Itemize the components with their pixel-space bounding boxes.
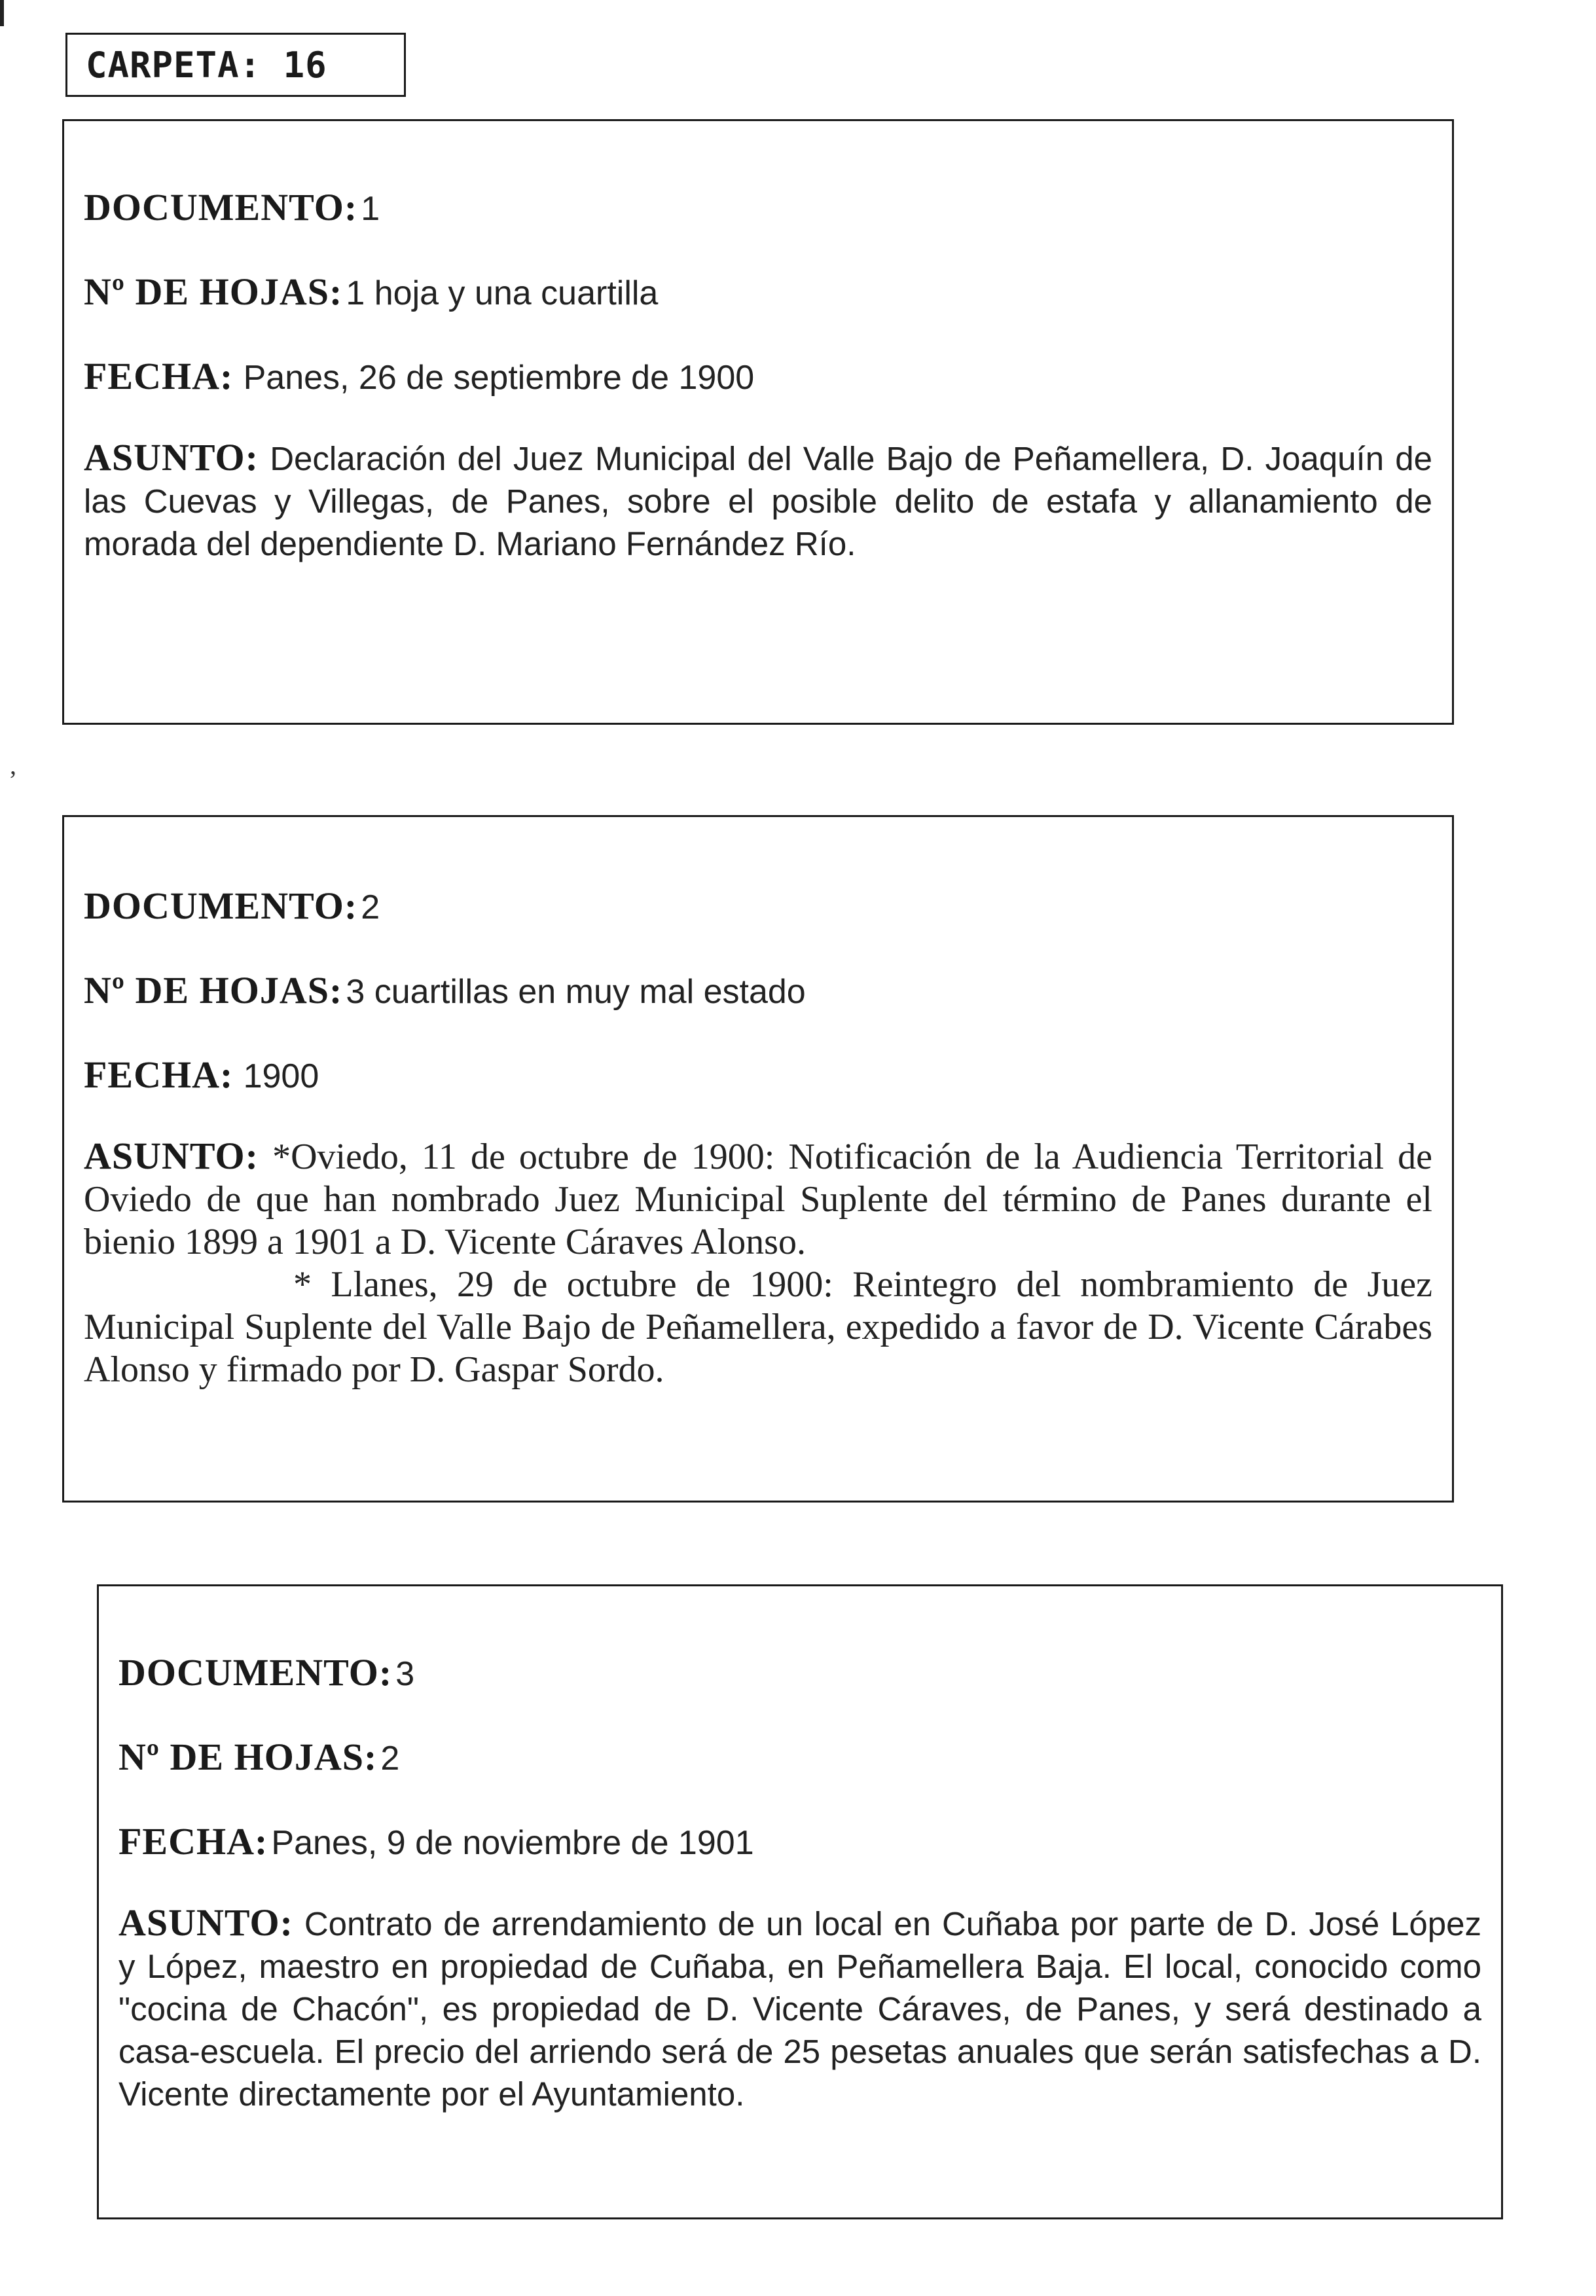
asunto-text: Contrato de arrendamiento de un local en Cuñaba por parte de D. José López y López, maestro en propiedad de Cuñaba, en Peñamellera Baja. El local, conocido como "cocina de Chacón", es propiedad de D. Vicente Cáraves, de Panes, y será destinado a casa-escuela. El precio del arriendo será de 25 pesetas anuales que serán satisfechas a D. Vicente directamente por el Ayuntamiento. bbox=[118, 1905, 1482, 2113]
hojas-field bbox=[84, 270, 1432, 314]
documento-value: 3 bbox=[395, 1655, 415, 1693]
carpeta-box bbox=[65, 33, 406, 97]
fecha-label: FECHA: bbox=[84, 1053, 234, 1096]
documento-label: DOCUMENTO: bbox=[84, 186, 358, 228]
asunto-label: ASUNTO: bbox=[118, 1901, 293, 1944]
documento-value: 1 bbox=[361, 190, 380, 228]
fecha-label: FECHA: bbox=[118, 1820, 268, 1863]
fecha-field bbox=[84, 1053, 1432, 1097]
hojas-label: Nº DE HOJAS: bbox=[84, 270, 343, 313]
document-record-2 bbox=[62, 815, 1454, 1503]
fecha-value: 1900 bbox=[243, 1057, 319, 1095]
carpeta-number: 16 bbox=[283, 44, 327, 86]
asunto-text-2: * Llanes, 29 de octubre de 1900: Reintegro del nombramiento de Juez Municipal Suplente del Valle Bajo de Peñamellera, expedido a favor de D. Vicente Cárabes Alonso y firmado por D. Gaspar Sordo. bbox=[84, 1264, 1432, 1390]
fecha-field bbox=[118, 1819, 1481, 1863]
hojas-value: 2 bbox=[380, 1740, 400, 1777]
documento-value: 2 bbox=[361, 888, 380, 926]
asunto-text: Declaración del Juez Municipal del Valle Bajo de Peñamellera, D. Joaquín de las Cuevas y Villegas, de Panes, sobre el posible delito de estafa y allanamiento de morada del dependiente D. Mariano Fernández Río. bbox=[84, 440, 1432, 562]
carpeta-label: CARPETA: bbox=[86, 44, 262, 86]
hojas-field bbox=[118, 1735, 1481, 1779]
hojas-label: Nº DE HOJAS: bbox=[118, 1736, 378, 1778]
documento-label: DOCUMENTO: bbox=[84, 884, 358, 927]
asunto-label: ASUNTO: bbox=[84, 436, 259, 479]
documento-field bbox=[118, 1650, 1481, 1694]
fecha-label: FECHA: bbox=[84, 355, 234, 397]
documento-label: DOCUMENTO: bbox=[118, 1651, 393, 1694]
fecha-value: Panes, 9 de noviembre de 1901 bbox=[271, 1824, 754, 1862]
hojas-label: Nº DE HOJAS: bbox=[84, 969, 343, 1011]
documento-field bbox=[84, 185, 1432, 229]
asunto-label: ASUNTO: bbox=[84, 1135, 259, 1177]
hojas-field bbox=[84, 968, 1432, 1012]
scan-edge-mark bbox=[0, 0, 4, 26]
asunto-field bbox=[84, 436, 1432, 565]
hojas-value: 1 hoja y una cuartilla bbox=[346, 274, 659, 312]
asunto-text: *Oviedo, 11 de octubre de 1900: Notificación de la Audiencia Territorial de Oviedo de que han nombrado Juez Municipal Suplente del término de Panes durante el bienio 1899 a 1901 a D. Vicente Cáraves Alonso. bbox=[84, 1137, 1432, 1262]
document-record-1 bbox=[62, 119, 1454, 725]
asunto-field bbox=[118, 1901, 1481, 2115]
fecha-field bbox=[84, 354, 1432, 398]
documento-field bbox=[84, 884, 1432, 928]
document-record-3 bbox=[97, 1584, 1503, 2219]
asunto-field bbox=[84, 1135, 1432, 1264]
hojas-value: 3 cuartillas en muy mal estado bbox=[346, 973, 806, 1011]
stray-mark: , bbox=[10, 750, 16, 780]
fecha-value: Panes, 26 de septiembre de 1900 bbox=[243, 359, 755, 397]
